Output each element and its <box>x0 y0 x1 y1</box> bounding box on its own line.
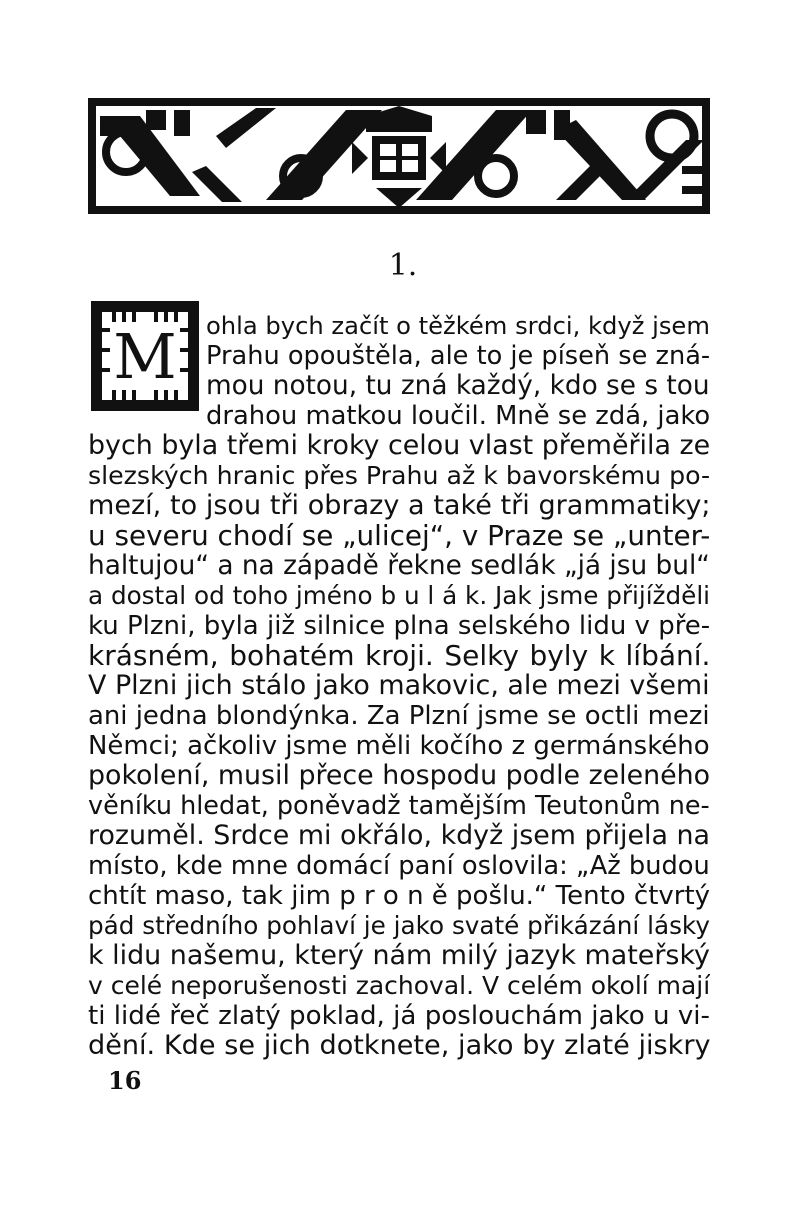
text-line: ani jedna blondýnka. Za Plzní jsme se octli mezi <box>88 701 710 731</box>
ornament-band-icon <box>86 96 712 216</box>
page-number: 16 <box>108 1066 142 1095</box>
text-line: slezských hranic přes Prahu až k bavorskému po- <box>88 461 710 490</box>
chapter-number: 1. <box>388 248 418 283</box>
text-line: chtít maso, tak jim p r o n ě pošlu.“ Tento čtvrtý <box>88 881 710 911</box>
text-line: k lidu našemu, který nám milý jazyk mateřský <box>88 940 710 971</box>
text-line: haltujou“ a na západě řekne sedlák „já jsu bul“ <box>88 551 710 581</box>
text-line: místo, kde mne domácí paní oslovila: „Až budou <box>88 851 710 881</box>
folk-ornament-headpiece <box>86 96 712 216</box>
text-line: bych byla třemi kroky celou vlast přeměřila ze <box>88 430 710 461</box>
text-line: ti lidé řeč zlatý poklad, já poslouchám jako u vi- <box>88 1001 710 1031</box>
text-line: pokolení, musil přece hospodu podle zeleného <box>88 760 710 791</box>
text-line: ohla bych začít o těžkém srdci, když jsem <box>206 312 710 340</box>
text-line: u severu chodí se „ulicej“, v Praze se „unter- <box>88 520 710 552</box>
text-line: V Plzni jich stálo jako makovic, ale mezi všemi <box>88 670 710 701</box>
text-line: ku Plzni, byla již silnice plna selského lidu v pře- <box>88 611 710 641</box>
text-line: dění. Kde se jich dotknete, jako by zlaté jiskry <box>88 1030 710 1061</box>
text-line: a dostal od toho jméno b u l á k. Jak jsme přijížděli <box>88 581 710 610</box>
decorative-initial <box>90 300 200 412</box>
text-line: drahou matkou loučil. Mně se zdá, jako <box>206 401 710 431</box>
text-line: věníku hledat, poněvadž tamějším Teutonům ne- <box>88 791 710 821</box>
text-line: rozuměl. Srdce mi okřálo, když jsem přijela na <box>88 820 710 851</box>
text-line: mou notou, tu zná každý, kdo se s tou <box>206 371 710 401</box>
initial-letter: M <box>113 319 177 393</box>
text-line: Prahu opouštěla, ale to je píseň se zná- <box>206 341 710 371</box>
text-line: pád středního pohlaví je jako svaté přikázání lásky <box>88 911 710 940</box>
text-line: Němci; ačkoliv jsme měli kočího z germánského <box>88 731 710 761</box>
text-line: krásném, bohatém kroji. Selky byly k líbání. <box>88 640 710 672</box>
text-line: v celé neporušenosti zachoval. V celém okolí mají <box>88 971 710 1000</box>
text-line: mezí, to jsou tři obrazy a také tři grammatiky; <box>88 490 710 521</box>
